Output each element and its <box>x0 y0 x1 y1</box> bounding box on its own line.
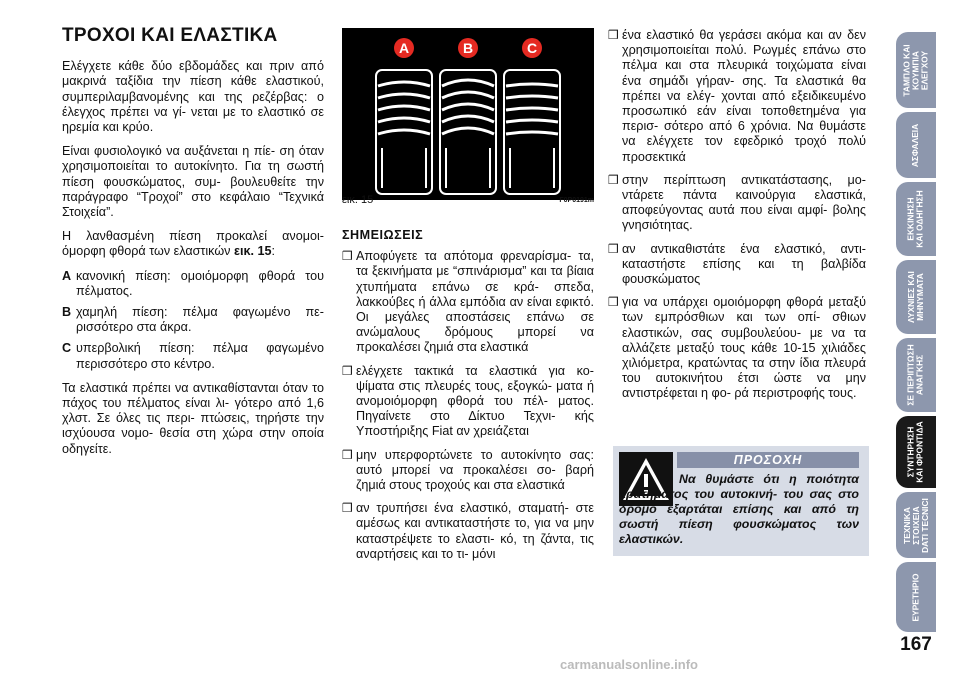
tab-lights-messages[interactable]: ΛΥΧΝΙΕΣ ΚΑΙ ΜΗΝΥΜΑΤΑ <box>896 260 936 334</box>
tab-technical-data[interactable]: ΤΕΧΝΙΚΑ ΣΤΟΙΧΕΙΑ DATI TECNICI <box>896 492 936 558</box>
page-number: 167 <box>900 634 932 655</box>
checkbox-icon: ❒ <box>342 249 353 264</box>
tab-index[interactable]: ΕΥΡΕΤΗΡΙΟ <box>896 562 936 632</box>
paragraph-wrong-pressure: Η λανθασμένη πίεση προκαλεί ανομοι- όμορφη φθορά των ελαστικών εικ. 15: <box>62 229 324 259</box>
note-item: ❒ ελέγχετε τακτικά τα ελαστικά για κο- ψίματα στις πλευρές τους, εξογκώ- ματα ή ανομοιόμορφη φθορά του πέλ- ματος. Πηγαίνετε στο Δίκτυο Τεχνι- κής Υποστήριξης Fiat αν χρειάζεται <box>342 363 594 439</box>
note-item: ❒ μην υπερφορτώνετε το αυτοκίνητο σας: αυτό μπορεί να προκαλέσει σο- βαρή ζημιά στους τροχούς και στα ελαστικά <box>342 447 594 493</box>
tab-emergency[interactable]: ΣΕ ΠΕΡΙΠΤΩΣΗ ΑΝΑΓΚΗΣ <box>896 338 936 412</box>
tire-wear-illustration <box>342 28 594 200</box>
warning-text: Να θυμάστε ότι η ποιότητα κρατήματος του αυτοκινή- του σας στο δρόμο εξαρτάται επίσης και από τη σωστή πίεση φουσκώματος των ελαστικών. <box>619 472 859 546</box>
column-right <box>608 28 866 410</box>
checkbox-icon: ❒ <box>342 363 353 378</box>
checkbox-icon: ❒ <box>608 28 619 42</box>
label-b: B <box>462 40 474 56</box>
note-item: ❒ αν τρυπήσει ένα ελαστικό, σταματή- στε αμέσως και αντικαταστήστε το, για να μην καταστρέψετε το ελαστι- κό, τη ζάντα, τις αναρτήσεις και το τι- μόνι <box>342 501 594 561</box>
checkbox-icon: ❒ <box>608 172 619 187</box>
paragraph-pressure-increase: Είναι φυσιολογικό να αυξάνεται η πίε- ση όταν χρησιμοποιείται το αυτοκίνητο. Για τη σωστή πίεση φουσκώματος, συμ- βουλευθείτε την παράγραφο “Τροχοί” στο κεφάλαιο “Τεχνικά Στοιχεία”. <box>62 144 324 220</box>
figure-caption <box>342 194 594 206</box>
label-c: C <box>526 40 538 56</box>
definition-a: A κανονική πίεση: ομοιόμορφη φθορά του πέλματος. <box>62 268 324 298</box>
paragraph-tread-depth: Τα ελαστικά πρέπει να αντικαθίστανται όταν το πάχος του πέλματος είναι λι- γότερο από 1,6 χλστ. Σε όλες τις περι- πτώσεις, τηρήστε την ισχύουσα νομο- θεσία στη χώρα στην οποία οδηγείτε. <box>62 380 324 456</box>
note-item: ❒ για να υπάρχει ομοιόμορφη φθορά μεταξύ των εμπρόσθιων και των οπί- σθιων ελαστικών, σας συμβουλεύου- με να τα αλλάζετε μεταξύ τους κάθε 10-15 χιλιάδες χιλιόμετρα, κρατώντας τα στην ίδια πλευρά του αυτοκινήτου έτσι ώστε να μην αντιστρέφεται η φο- ρά περιστροφής τους. <box>608 295 866 401</box>
figure-reference: εικ. 15 <box>233 244 272 259</box>
tire-wear-figure <box>342 28 594 200</box>
watermark: carmanualsonline.info <box>560 657 698 672</box>
checkbox-icon: ❒ <box>608 241 619 256</box>
tab-starting-driving[interactable]: ΕΚΚΙΝΗΣΗ ΚΑΙ ΟΔΗΓΗΣΗ <box>896 182 936 256</box>
page-title: ΤΡΟΧΟΙ ΚΑΙ ΕΛΑΣΤΙΚΑ <box>62 25 278 46</box>
figure-caption-label: εικ. 15 <box>342 194 374 206</box>
note-item: ❒ αν αντικαθιστάτε ένα ελαστικό, αντι- καταστήστε επίσης και τη βαλβίδα φουσκώματος <box>608 241 866 287</box>
note-item: ❒ Αποφύγετε τα απότομα φρεναρίσμα- τα, τα ξεκινήματα με “σπινάρισμα” και τα βίαια χτυπήματα επάνω σε κρά- σπεδα, λακκούβες ή άλλα εμπόδια αν είναι εφικτό. Οι μεγάλες αποστάσεις επάνω σε ανώμαλους δρόμους μπορεί να προκαλέσει ζημιά στα ελαστικά <box>342 249 594 355</box>
column-left <box>62 25 324 466</box>
notes-heading: ΣΗΜΕΙΩΣΕΙΣ <box>342 228 424 242</box>
warning-box <box>613 446 869 556</box>
checkbox-icon: ❒ <box>342 501 353 516</box>
note-item: ❒ στην περίπτωση αντικατάστασης, μο- ντάρετε πάντα καινούργια ελαστικά, αποφεύγοντας αυτά που είναι αμφί- βολης γνησιότητας. <box>608 172 866 233</box>
definition-c: C υπερβολική πίεση: πέλμα φαγωμένο περισσότερο στο κέντρο. <box>62 341 324 371</box>
paragraph-check-pressure: Ελέγχετε κάθε δύο εβδομάδες και πριν από μακρινά ταξίδια την πίεση κάθε ελαστικού, συμπεριλαμβανομένης και της ρεζέρβας: ο έλεγχος πρέπει να γί- νεται με το ελαστικό σε ηρεμία και κρύο. <box>62 59 324 135</box>
tab-dashboard-controls[interactable]: ΤΑΜΠΛΟ ΚΑΙ ΚΟΥΜΠΙΑ ΕΛΕΓΧΟΥ <box>896 32 936 108</box>
warning-header: ΠΡΟΣΟΧΗ <box>677 452 859 468</box>
column-middle <box>342 228 594 570</box>
checkbox-icon: ❒ <box>342 447 353 462</box>
note-item: ❒ ένα ελαστικό θα γεράσει ακόμα και αν δεν χρησιμοποιείται πολύ. Ρωγμές επάνω στο πέλμα και στα πλευρικά τοιχώματα είναι ένα σημάδι γήραν- σης. Τα ελαστικά θα πρέπει να ελέγ- χονται από εξειδικευμένο προσωπικό εάν είναι τοποθετημένα για περισ- σότερο από 6 χρόνια. Να θυμάστε να ελέγχετε τον εφεδρικό τροχό πολύ προσεκτικά <box>608 28 866 164</box>
figure-code: F0P0191m <box>559 197 594 204</box>
definition-b: B χαμηλή πίεση: πέλμα φαγωμένο πε- ρισσότερο στα άκρα. <box>62 305 324 335</box>
checkbox-icon: ❒ <box>608 295 619 310</box>
tab-safety[interactable]: ΑΣΦΑΛΕΙΑ <box>896 112 936 178</box>
label-a: A <box>398 40 410 56</box>
tab-maintenance[interactable]: ΣΥΝΤΗΡΗΣΗ ΚΑΙ ΦΡΟΝΤΙΔΑ <box>896 416 936 488</box>
